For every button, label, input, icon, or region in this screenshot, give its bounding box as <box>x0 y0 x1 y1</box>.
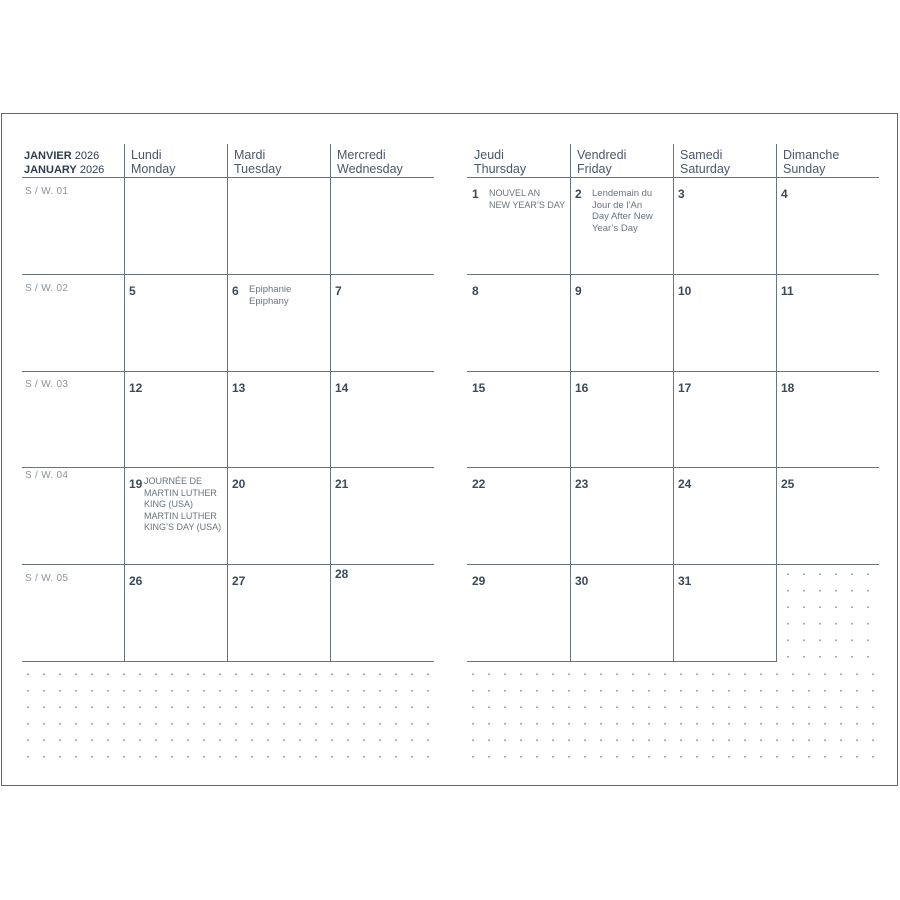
day-cell[interactable] <box>776 467 879 563</box>
day-cell[interactable] <box>776 371 879 467</box>
dotted-note-area[interactable] <box>20 666 436 766</box>
date-number: 20 <box>232 477 246 491</box>
holiday-note: JOURNÉE DE MARTIN LUTHER KING (USA) MARTIN LUTHER KING’S DAY (USA) <box>144 476 222 532</box>
date-number: 16 <box>575 381 589 395</box>
dotted-note-area[interactable] <box>465 666 881 766</box>
date-number: 2 <box>575 187 582 201</box>
date-number: 15 <box>472 381 486 395</box>
date-number: 24 <box>678 477 692 491</box>
day-cell[interactable] <box>776 177 879 273</box>
day-header-sunday: Dimanche Sunday <box>783 148 840 176</box>
day-cell[interactable] <box>330 274 434 370</box>
week-label: S / W. 03 <box>25 379 69 390</box>
date-number: 14 <box>335 381 349 395</box>
week-label: S / W. 04 <box>25 470 69 481</box>
day-header-tuesday: Mardi Tuesday <box>234 148 282 176</box>
day-cell[interactable] <box>570 274 673 370</box>
date-number: 23 <box>575 477 589 491</box>
date-number: 10 <box>678 284 692 298</box>
date-number: 30 <box>575 574 589 588</box>
week-label: S / W. 05 <box>25 573 69 584</box>
date-number: 18 <box>781 381 795 395</box>
day-cell[interactable] <box>673 467 776 563</box>
day-cell[interactable] <box>227 274 330 370</box>
day-cell[interactable] <box>330 564 434 660</box>
date-number: 13 <box>232 381 246 395</box>
holiday-note: Epiphanie Epiphany <box>249 284 292 307</box>
day-cell[interactable] <box>776 274 879 370</box>
day-cell[interactable] <box>227 371 330 467</box>
day-header-friday: Vendredi Friday <box>577 148 627 176</box>
date-number: 12 <box>129 381 143 395</box>
week-label: S / W. 02 <box>25 283 69 294</box>
date-number: 22 <box>472 477 486 491</box>
date-number: 3 <box>678 187 685 201</box>
day-header-monday: Lundi Monday <box>131 148 176 176</box>
date-number: 7 <box>335 284 342 298</box>
holiday-note: Lendemain du Jour de l’An Day After New Year’s Day <box>592 188 653 234</box>
date-number: 28 <box>335 567 349 581</box>
date-number: 1 <box>472 187 479 201</box>
day-header-wednesday: Mercredi Wednesday <box>337 148 403 176</box>
header-divider <box>22 177 434 178</box>
date-number: 19 <box>129 477 143 491</box>
left-page <box>22 144 434 662</box>
date-number: 27 <box>232 574 246 588</box>
day-cell[interactable] <box>673 371 776 467</box>
grid-line <box>22 661 434 662</box>
day-cell[interactable] <box>330 467 434 563</box>
day-cell[interactable] <box>570 467 673 563</box>
day-cell[interactable] <box>467 274 570 370</box>
day-cell[interactable] <box>570 177 673 273</box>
day-cell[interactable] <box>467 177 570 273</box>
date-number: 31 <box>678 574 692 588</box>
date-number: 5 <box>129 284 136 298</box>
day-cell[interactable] <box>673 564 776 660</box>
dotted-note-area[interactable] <box>780 566 878 662</box>
day-cell[interactable] <box>467 564 570 660</box>
date-number: 4 <box>781 187 788 201</box>
week-label: S / W. 01 <box>25 186 69 197</box>
date-number: 6 <box>232 284 239 298</box>
date-number: 9 <box>575 284 582 298</box>
date-number: 21 <box>335 477 349 491</box>
day-cell[interactable] <box>570 564 673 660</box>
day-cell[interactable] <box>467 371 570 467</box>
month-title: JANVIER 2026 JANUARY 2026 <box>24 150 105 176</box>
day-cell[interactable] <box>227 564 330 660</box>
holiday-note: NOUVEL AN NEW YEAR’S DAY <box>489 188 566 210</box>
day-header-thursday: Jeudi Thursday <box>474 148 527 176</box>
date-number: 17 <box>678 381 692 395</box>
date-number: 26 <box>129 574 143 588</box>
date-number: 11 <box>781 284 794 298</box>
day-cell[interactable] <box>124 274 227 370</box>
date-number: 25 <box>781 477 795 491</box>
day-cell[interactable] <box>570 371 673 467</box>
day-cell[interactable] <box>330 371 434 467</box>
day-cell[interactable] <box>124 564 227 660</box>
day-cell[interactable] <box>673 274 776 370</box>
day-cell[interactable] <box>227 467 330 563</box>
date-number: 8 <box>472 284 479 298</box>
grid-line <box>467 661 776 662</box>
day-cell[interactable] <box>673 177 776 273</box>
day-cell[interactable] <box>124 467 227 563</box>
day-cell[interactable] <box>124 371 227 467</box>
date-number: 29 <box>472 574 486 588</box>
day-header-saturday: Samedi Saturday <box>680 148 731 176</box>
day-cell[interactable] <box>467 467 570 563</box>
